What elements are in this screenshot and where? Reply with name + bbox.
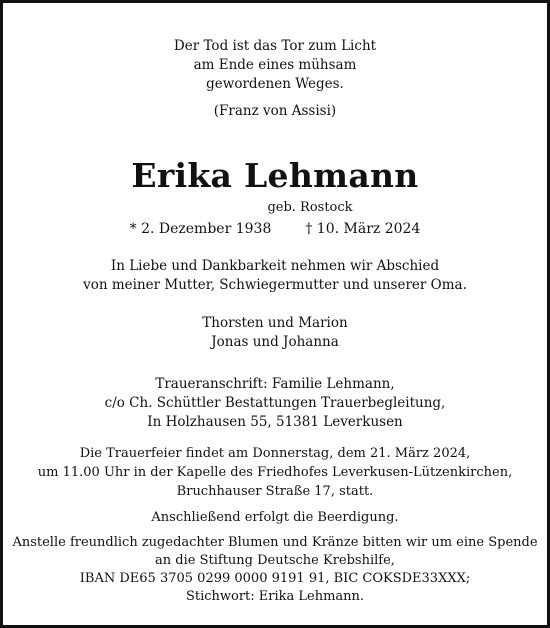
mourning-address	[3, 375, 547, 432]
ceremony-line: Bruchhauser Straße 17, statt.	[176, 484, 374, 499]
donation-line: Anstelle freundlich zugedachter Blumen und Kränze bitten wir um eine Spende	[12, 535, 538, 550]
donation-line: Stichwort: Erika Lehmann.	[185, 589, 365, 604]
family-names	[3, 314, 547, 352]
quote-line: am Ende eines mühsam	[193, 57, 357, 73]
quote-author: (Franz von Assisi)	[213, 103, 337, 119]
address-line: Traueranschrift: Familie Lehmann,	[155, 376, 395, 392]
quote-line: gewordenen Weges.	[206, 76, 344, 92]
deceased-name: Erika Lehmann	[131, 156, 419, 195]
burial-info: Anschließend erfolgt die Beerdigung.	[151, 510, 399, 525]
family-line: Jonas und Johanna	[211, 334, 339, 350]
birth-name: geb. Rostock	[267, 200, 353, 215]
quote-line: Der Tod ist das Tor zum Licht	[173, 38, 377, 54]
family-line: Thorsten und Marion	[202, 315, 348, 331]
donation-line: IBAN DE65 3705 0299 0000 9191 91, BIC COKSDE33XXX;	[79, 571, 471, 586]
death-date: † 10. März 2024	[305, 221, 421, 237]
life-dates	[3, 219, 547, 239]
birth-date: * 2. Dezember 1938	[129, 221, 272, 237]
address-line: In Holzhausen 55, 51381 Leverkusen	[147, 414, 403, 430]
ceremony-info	[3, 444, 547, 501]
message-line: In Liebe und Dankbarkeit nehmen wir Abschied	[110, 258, 440, 274]
donation-line: an die Stiftung Deutsche Krebshilfe,	[155, 553, 395, 568]
donation-request	[3, 534, 547, 606]
farewell-message	[3, 257, 547, 295]
quote-block	[3, 37, 547, 121]
ceremony-line: um 11.00 Uhr in der Kapelle des Friedhofes Leverkusen-Lützenkirchen,	[37, 465, 513, 480]
ceremony-line: Die Trauerfeier findet am Donnerstag, dem 21. März 2024,	[79, 446, 471, 461]
message-line: von meiner Mutter, Schwiegermutter und unserer Oma.	[83, 277, 467, 293]
address-line: c/o Ch. Schüttler Bestattungen Trauerbegleitung,	[104, 395, 446, 411]
